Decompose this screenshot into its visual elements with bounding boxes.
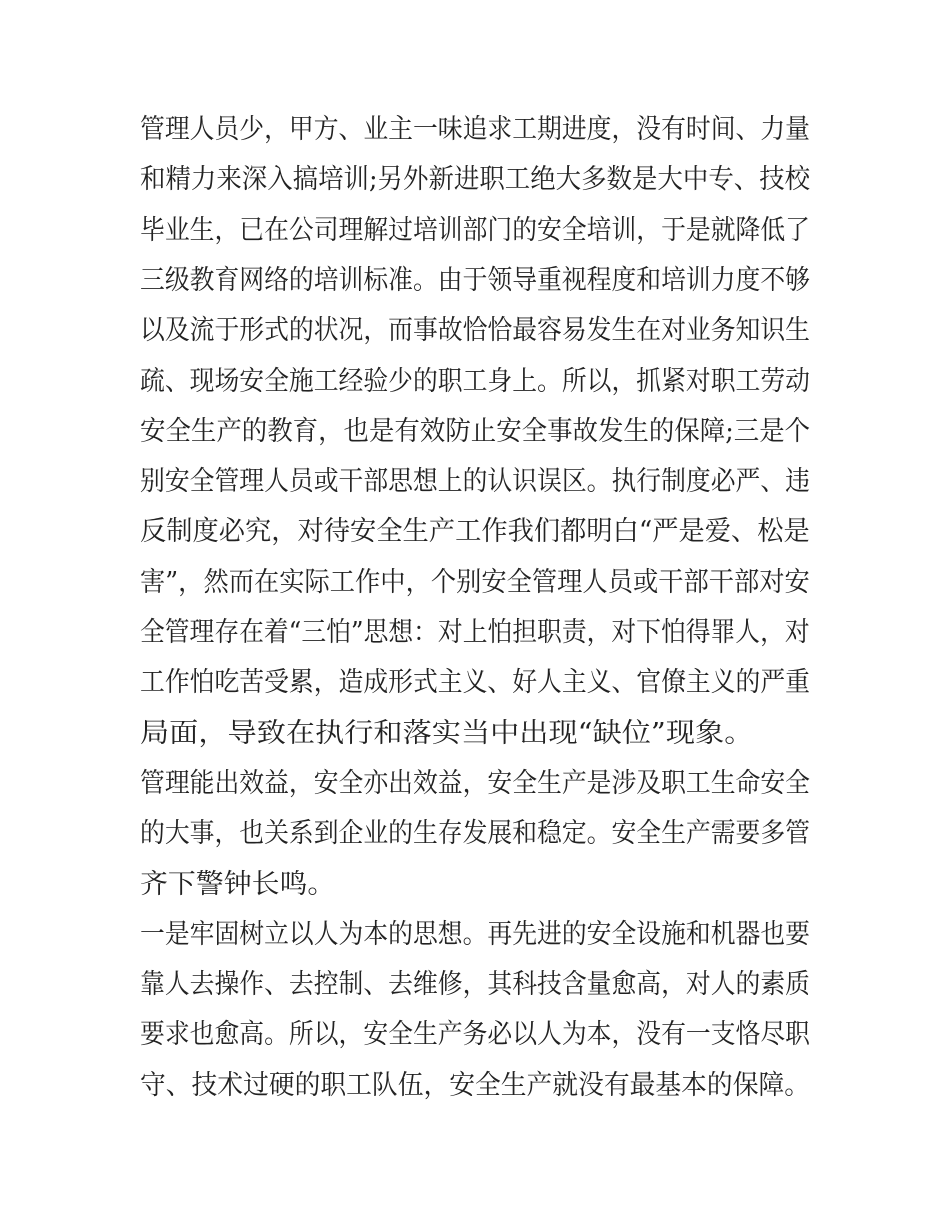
text-line: 反制度必究，对待安全生产工作我们都明白“严是爱、松是 <box>140 516 810 548</box>
text-line: 疏、现场安全施工经验少的职工身上。所以，抓紧对职工劳动 <box>140 365 810 397</box>
text-line: 害”，然而在实际工作中，个别安全管理人员或干部干部对安 <box>140 566 810 598</box>
text-line: 的大事，也关系到企业的生存发展和稳定。安全生产需要多管 <box>140 818 810 850</box>
text-line: 工作怕吃苦受累，造成形式主义、好人主义、官僚主义的严重 <box>140 667 810 699</box>
text-line: 全管理存在着“三怕”思想：对上怕担职责，对下怕得罪人，对 <box>140 617 810 648</box>
text-line: 三级教育网络的培训标准。由于领导重视程度和培训力度不够 <box>140 264 810 296</box>
text-line: 一是牢固树立以人为本的思想。再先进的安全设施和机器也要 <box>140 918 810 950</box>
text-line: 和精力来深入搞培训;另外新进职工绝大多数是大中专、技校 <box>140 164 811 196</box>
text-line: 管理人员少，甲方、业主一味追求工期进度，没有时间、力量 <box>140 114 810 145</box>
text-line: 以及流于形式的状况，而事故恰恰最容易发生在对业务知识生 <box>140 315 810 347</box>
text-line: 安全生产的教育，也是有效防止安全事故发生的保障;三是个 <box>140 415 811 447</box>
text-line: 靠人去操作、去控制、去维修，其科技含量愈高，对人的素质 <box>140 969 810 1001</box>
text-line: 局面，导致在执行和落实当中出现“缺位”现象。 <box>140 717 754 749</box>
text-line: 管理能出效益，安全亦出效益，安全生产是涉及职工生命安全 <box>140 767 810 799</box>
text-line: 齐下警钟长鸣。 <box>140 868 336 900</box>
text-line: 守、技术过硬的职工队伍，安全生产就没有最基本的保障。 <box>140 1069 810 1101</box>
text-line: 别安全管理人员或干部思想上的认识误区。执行制度必严、违 <box>140 466 810 498</box>
text-line: 要求也愈高。所以，安全生产务必以人为本，没有一支恪尽职 <box>140 1019 810 1051</box>
text-line: 毕业生，已在公司理解过培训部门的安全培训，于是就降低了 <box>140 214 810 246</box>
